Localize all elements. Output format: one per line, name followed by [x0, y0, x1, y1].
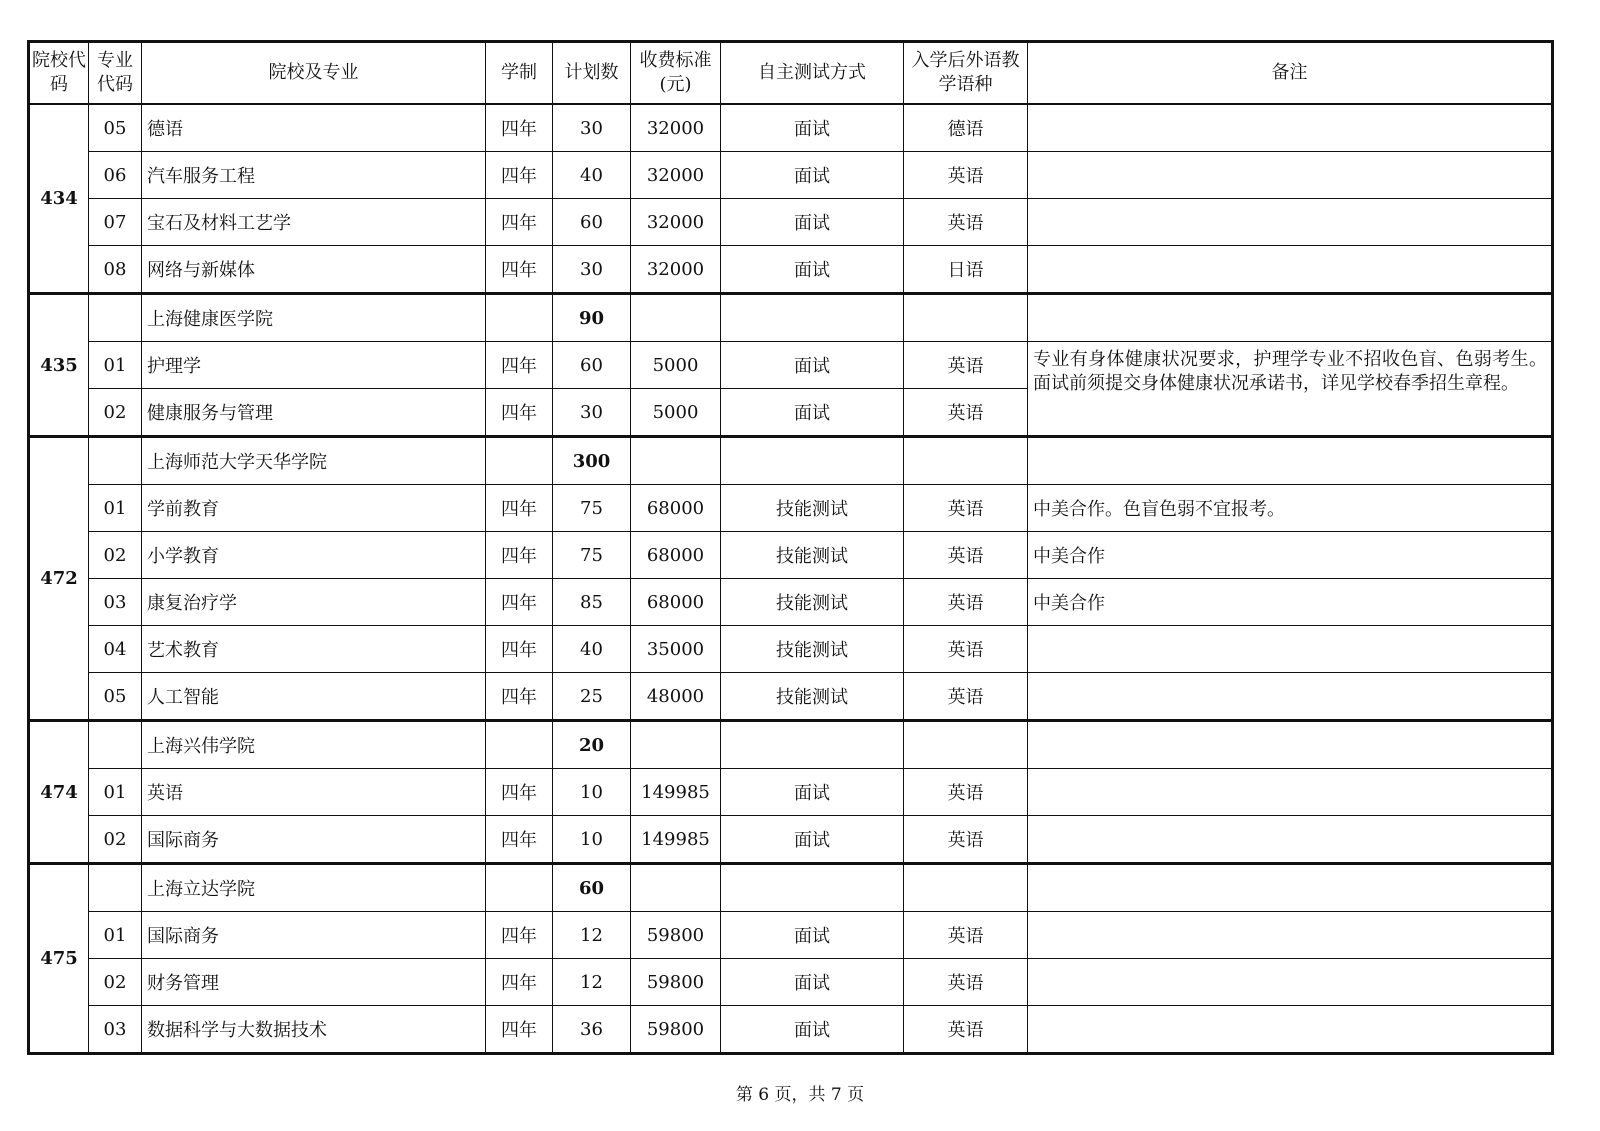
major-code-cell: 03: [89, 579, 142, 626]
fee-cell: 48000: [631, 673, 721, 721]
plan-total-cell: 60: [553, 864, 631, 912]
major-name-cell: 财务管理: [142, 959, 486, 1006]
remark-cell: [1028, 769, 1553, 816]
test-cell: 技能测试: [721, 673, 904, 721]
remark-cell: [1028, 626, 1553, 673]
fee-cell: [631, 437, 721, 485]
header-duration: 学制: [486, 42, 553, 105]
language-cell: [904, 864, 1028, 912]
major-code-cell: 08: [89, 246, 142, 294]
school-code-cell: 475: [29, 864, 89, 1054]
major-name-cell: 康复治疗学: [142, 579, 486, 626]
table-row: [29, 959, 1553, 1006]
test-cell: 面试: [721, 1006, 904, 1054]
language-cell: 英语: [904, 152, 1028, 199]
table-row: [29, 626, 1553, 673]
major-code-cell: 04: [89, 626, 142, 673]
duration-cell: 四年: [486, 389, 553, 437]
major-name-cell: 国际商务: [142, 912, 486, 959]
test-cell: 面试: [721, 769, 904, 816]
header-major-code: 专业代码: [89, 42, 142, 105]
plan-cell: 30: [553, 104, 631, 152]
fee-cell: 35000: [631, 626, 721, 673]
school-code-cell: 472: [29, 437, 89, 721]
language-cell: [904, 294, 1028, 342]
duration-cell: 四年: [486, 1006, 553, 1054]
plan-cell: 30: [553, 389, 631, 437]
test-cell: 面试: [721, 912, 904, 959]
remark-cell: [1028, 294, 1553, 342]
test-cell: 技能测试: [721, 485, 904, 532]
table-header-row: [29, 42, 1553, 105]
plan-cell: 12: [553, 959, 631, 1006]
test-cell: [721, 864, 904, 912]
duration-cell: 四年: [486, 485, 553, 532]
remark-cell: [1028, 199, 1553, 246]
test-cell: 面试: [721, 816, 904, 864]
table-row: [29, 864, 1553, 912]
test-cell: [721, 437, 904, 485]
duration-cell: 四年: [486, 579, 553, 626]
plan-cell: 30: [553, 246, 631, 294]
duration-cell: 四年: [486, 246, 553, 294]
school-code-cell: 434: [29, 104, 89, 294]
major-code-cell: 02: [89, 532, 142, 579]
language-cell: 英语: [904, 673, 1028, 721]
plan-total-cell: 90: [553, 294, 631, 342]
school-name-cell: 上海师范大学天华学院: [142, 437, 486, 485]
plan-cell: 36: [553, 1006, 631, 1054]
major-name-cell: 网络与新媒体: [142, 246, 486, 294]
remark-cell: [1028, 673, 1553, 721]
duration-cell: [486, 864, 553, 912]
plan-cell: 40: [553, 152, 631, 199]
plan-cell: 12: [553, 912, 631, 959]
table-row: [29, 152, 1553, 199]
language-cell: [904, 437, 1028, 485]
fee-cell: 59800: [631, 959, 721, 1006]
language-cell: 英语: [904, 342, 1028, 389]
major-name-cell: 英语: [142, 769, 486, 816]
major-code-cell: [89, 294, 142, 342]
language-cell: 英语: [904, 769, 1028, 816]
table-row: [29, 246, 1553, 294]
remark-cell: [1028, 104, 1553, 152]
language-cell: 英语: [904, 959, 1028, 1006]
major-name-cell: 德语: [142, 104, 486, 152]
fee-cell: 32000: [631, 246, 721, 294]
language-cell: 日语: [904, 246, 1028, 294]
header-language: 入学后外语教学语种: [904, 42, 1028, 105]
major-code-cell: [89, 721, 142, 769]
school-name-cell: 上海健康医学院: [142, 294, 486, 342]
test-cell: 面试: [721, 104, 904, 152]
duration-cell: [486, 721, 553, 769]
table-row: [29, 673, 1553, 721]
major-code-cell: [89, 864, 142, 912]
header-fee: 收费标准(元): [631, 42, 721, 105]
table-row: [29, 769, 1553, 816]
fee-cell: 149985: [631, 769, 721, 816]
language-cell: 英语: [904, 485, 1028, 532]
duration-cell: 四年: [486, 626, 553, 673]
language-cell: 英语: [904, 626, 1028, 673]
header-plan: 计划数: [553, 42, 631, 105]
fee-cell: 68000: [631, 579, 721, 626]
major-code-cell: 06: [89, 152, 142, 199]
language-cell: 英语: [904, 816, 1028, 864]
remark-cell: [1028, 721, 1553, 769]
header-school-major: 院校及专业: [142, 42, 486, 105]
major-name-cell: 数据科学与大数据技术: [142, 1006, 486, 1054]
table-row: [29, 437, 1553, 485]
test-cell: 面试: [721, 199, 904, 246]
duration-cell: 四年: [486, 912, 553, 959]
fee-cell: [631, 294, 721, 342]
major-name-cell: 艺术教育: [142, 626, 486, 673]
school-name-cell: 上海兴伟学院: [142, 721, 486, 769]
table-row: [29, 532, 1553, 579]
duration-cell: 四年: [486, 816, 553, 864]
test-cell: 面试: [721, 342, 904, 389]
duration-cell: 四年: [486, 673, 553, 721]
plan-cell: 10: [553, 769, 631, 816]
major-code-cell: 02: [89, 959, 142, 1006]
major-code-cell: 05: [89, 673, 142, 721]
duration-cell: 四年: [486, 959, 553, 1006]
language-cell: 英语: [904, 532, 1028, 579]
test-cell: 面试: [721, 959, 904, 1006]
table-row: [29, 199, 1553, 246]
language-cell: 英语: [904, 912, 1028, 959]
language-cell: 英语: [904, 389, 1028, 437]
major-code-cell: [89, 437, 142, 485]
test-cell: 面试: [721, 389, 904, 437]
fee-cell: 32000: [631, 104, 721, 152]
remark-cell: [1028, 912, 1553, 959]
test-cell: 技能测试: [721, 626, 904, 673]
remark-cell: 中美合作: [1028, 579, 1553, 626]
fee-cell: 5000: [631, 342, 721, 389]
major-name-cell: 宝石及材料工艺学: [142, 199, 486, 246]
duration-cell: 四年: [486, 152, 553, 199]
major-name-cell: 人工智能: [142, 673, 486, 721]
table-row: [29, 104, 1553, 152]
major-code-cell: 02: [89, 389, 142, 437]
language-cell: 德语: [904, 104, 1028, 152]
fee-cell: 59800: [631, 1006, 721, 1054]
remark-cell: 专业有身体健康状况要求，护理学专业不招收色盲、色弱考生。面试前须提交身体健康状况承诺书，详见学校春季招生章程。: [1028, 342, 1553, 437]
major-code-cell: 02: [89, 816, 142, 864]
remark-cell: [1028, 152, 1553, 199]
fee-cell: 68000: [631, 485, 721, 532]
test-cell: 面试: [721, 152, 904, 199]
major-name-cell: 国际商务: [142, 816, 486, 864]
duration-cell: [486, 437, 553, 485]
major-code-cell: 07: [89, 199, 142, 246]
major-name-cell: 汽车服务工程: [142, 152, 486, 199]
table-row: [29, 912, 1553, 959]
header-school-code: 院校代码: [29, 42, 89, 105]
major-name-cell: 学前教育: [142, 485, 486, 532]
duration-cell: 四年: [486, 532, 553, 579]
remark-cell: [1028, 864, 1553, 912]
duration-cell: 四年: [486, 104, 553, 152]
fee-cell: 32000: [631, 199, 721, 246]
admissions-plan-table: [27, 40, 1554, 1055]
plan-cell: 75: [553, 532, 631, 579]
remark-cell: 中美合作。色盲色弱不宜报考。: [1028, 485, 1553, 532]
plan-total-cell: 20: [553, 721, 631, 769]
school-code-cell: 435: [29, 294, 89, 437]
language-cell: 英语: [904, 199, 1028, 246]
table-row: [29, 816, 1553, 864]
duration-cell: [486, 294, 553, 342]
language-cell: [904, 721, 1028, 769]
table-row: [29, 485, 1553, 532]
duration-cell: 四年: [486, 769, 553, 816]
remark-cell: [1028, 246, 1553, 294]
plan-cell: 85: [553, 579, 631, 626]
major-name-cell: 护理学: [142, 342, 486, 389]
major-name-cell: 小学教育: [142, 532, 486, 579]
test-cell: 技能测试: [721, 532, 904, 579]
duration-cell: 四年: [486, 342, 553, 389]
header-remark: 备注: [1028, 42, 1553, 105]
header-test: 自主测试方式: [721, 42, 904, 105]
table-row: [29, 721, 1553, 769]
table-row: [29, 579, 1553, 626]
test-cell: 技能测试: [721, 579, 904, 626]
test-cell: [721, 721, 904, 769]
duration-cell: 四年: [486, 199, 553, 246]
school-code-cell: 474: [29, 721, 89, 864]
remark-cell: [1028, 816, 1553, 864]
test-cell: [721, 294, 904, 342]
fee-cell: [631, 864, 721, 912]
language-cell: 英语: [904, 579, 1028, 626]
plan-cell: 60: [553, 342, 631, 389]
plan-cell: 25: [553, 673, 631, 721]
plan-cell: 60: [553, 199, 631, 246]
remark-cell: [1028, 437, 1553, 485]
language-cell: 英语: [904, 1006, 1028, 1054]
major-name-cell: 健康服务与管理: [142, 389, 486, 437]
plan-cell: 10: [553, 816, 631, 864]
page-number: 第 6 页，共 7 页: [735, 1085, 865, 1105]
major-code-cell: 05: [89, 104, 142, 152]
table-row: [29, 342, 1553, 389]
major-code-cell: 01: [89, 769, 142, 816]
major-code-cell: 01: [89, 342, 142, 389]
fee-cell: 59800: [631, 912, 721, 959]
fee-cell: 5000: [631, 389, 721, 437]
major-code-cell: 01: [89, 912, 142, 959]
fee-cell: [631, 721, 721, 769]
fee-cell: 68000: [631, 532, 721, 579]
remark-cell: [1028, 959, 1553, 1006]
plan-total-cell: 300: [553, 437, 631, 485]
fee-cell: 149985: [631, 816, 721, 864]
fee-cell: 32000: [631, 152, 721, 199]
major-code-cell: 01: [89, 485, 142, 532]
plan-cell: 75: [553, 485, 631, 532]
table-row: [29, 1006, 1553, 1054]
table-row: [29, 294, 1553, 342]
major-code-cell: 03: [89, 1006, 142, 1054]
school-name-cell: 上海立达学院: [142, 864, 486, 912]
test-cell: 面试: [721, 246, 904, 294]
remark-cell: [1028, 1006, 1553, 1054]
remark-cell: 中美合作: [1028, 532, 1553, 579]
plan-cell: 40: [553, 626, 631, 673]
